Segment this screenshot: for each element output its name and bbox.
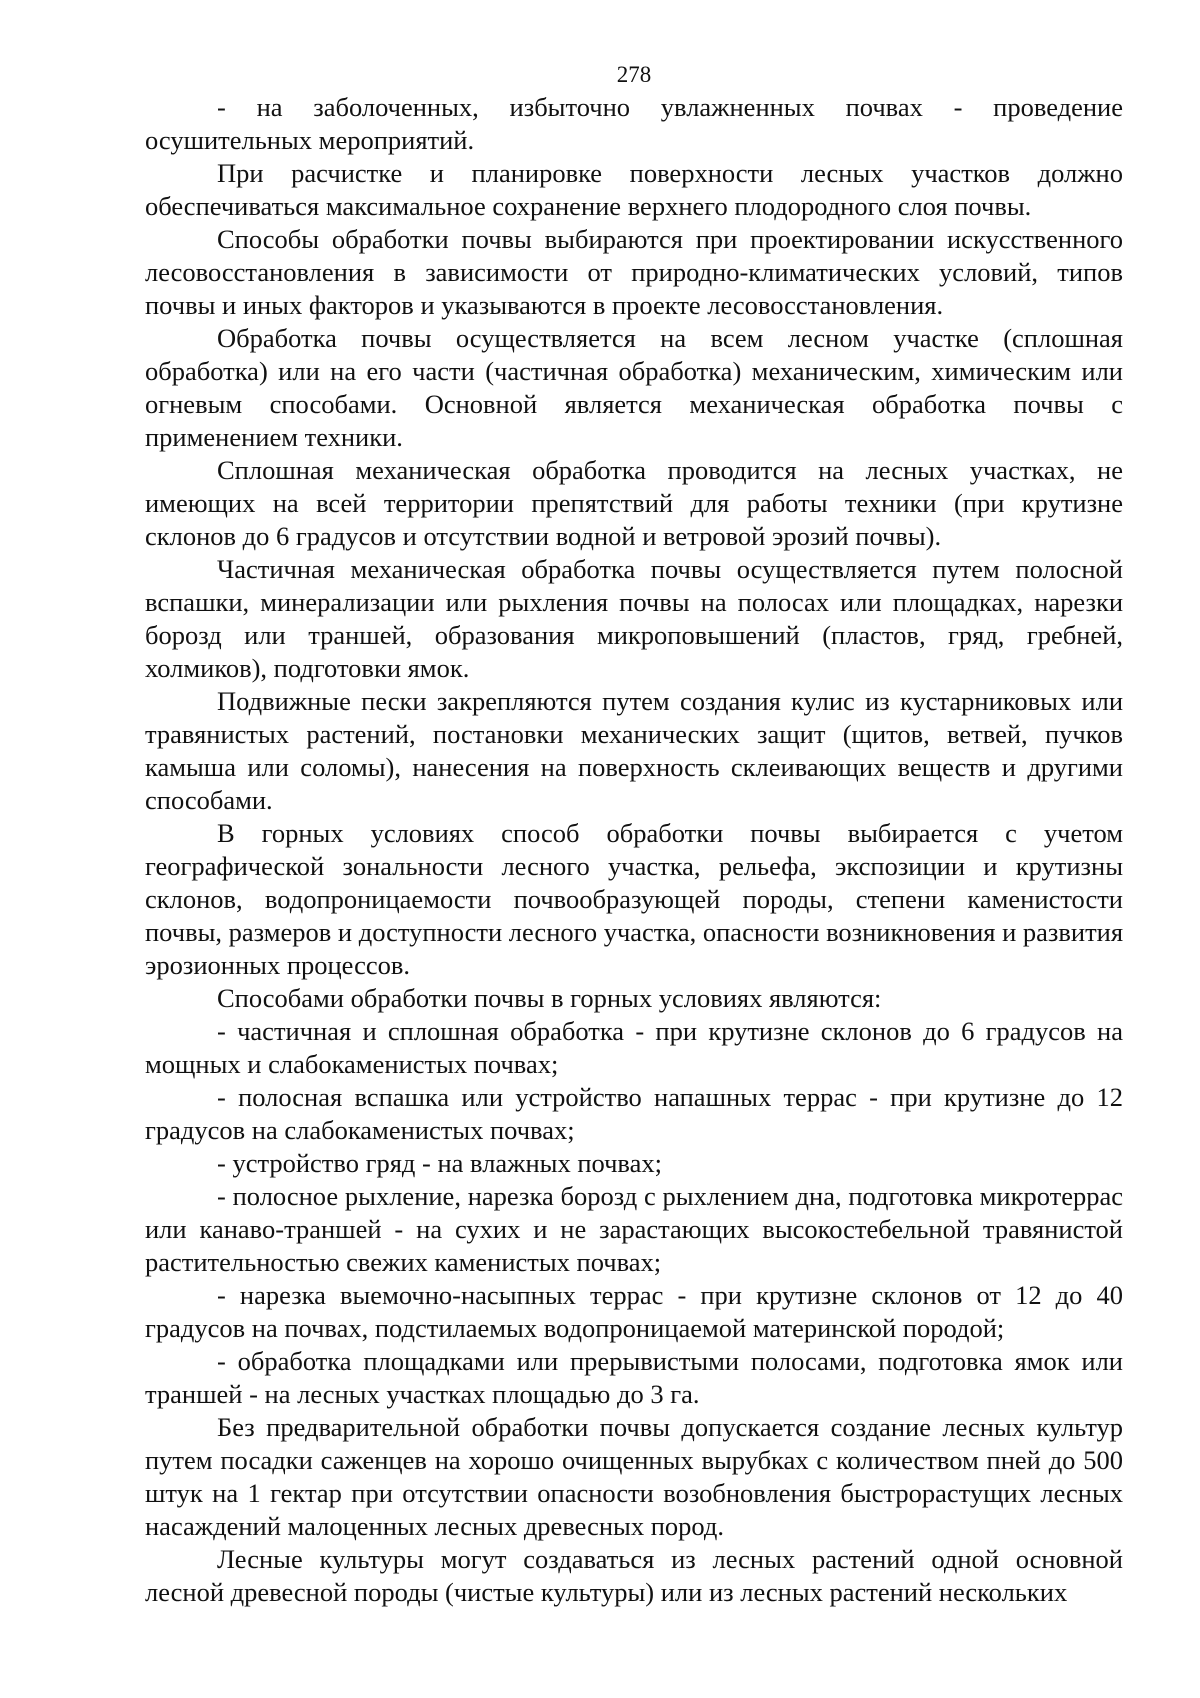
paragraph-clearing: При расчистке и планировке поверхности лесных участков должно обеспечиваться максимальное сохранение верхнего плодородного слоя почвы. bbox=[145, 158, 1123, 221]
list-item-strip-loosening: - полосное рыхление, нарезка борозд с рыхлением дна, подготовка микротеррас или канаво-траншей - на сухих и не зарастающих высокостебельной травянистой растительностью свежих каменистых почвах; bbox=[145, 1181, 1123, 1277]
page-number: 278 bbox=[616, 62, 652, 87]
list-item-partial-continuous: - частичная и сплошная обработка - при крутизне склонов до 6 градусов на мощных и слабокаменистых почвах; bbox=[145, 1016, 1123, 1079]
paragraph-no-preprocessing: Без предварительной обработки почвы допускается создание лесных культур путем посадки саженцев на хорошо очищенных вырубках с количеством пней до 500 штук на 1 гектар при отсутствии опасности возобновления быстрорастущих лесных насаждений малоценных лесных древесных пород. bbox=[145, 1412, 1123, 1541]
paragraph-mountain-conditions: В горных условиях способ обработки почвы выбирается с учетом географической зональности лесного участка, рельефа, экспозиции и крутизны склонов, водопроницаемости почвообразующей породы, степени каменистости почвы, размеров и доступности лесного участка, опасности возникновения и развития эрозионных процессов. bbox=[145, 818, 1124, 980]
paragraph-drainage: - на заболоченных, избыточно увлажненных почвах - проведение осушительных мероприятий. bbox=[145, 92, 1123, 155]
document-page bbox=[145, 62, 1123, 1609]
paragraph-partial-processing: Частичная механическая обработка почвы осуществляется путем полосной вспашки, минерализации или рыхления почвы на полосах или площадках, нарезки борозд или траншей, образования микроповышений (пластов, гряд, гребней, холмиков), подготовки ямок. bbox=[145, 554, 1123, 683]
paragraph-forest-cultures: Лесные культуры могут создаваться из лесных растений одной основной лесной древесной породы (чистые культуры) или из лесных растений нескольких bbox=[145, 1544, 1123, 1607]
paragraph-continuous-processing: Сплошная механическая обработка проводится на лесных участках, не имеющих на всей территории препятствий для работы техники (при крутизне склонов до 6 градусов и отсутствии водной и ветровой эрозий почвы). bbox=[145, 455, 1123, 551]
paragraph-methods-selection: Способы обработки почвы выбираются при проектировании искусственного лесовосстановления в зависимости от природно-климатических условий, типов почвы и иных факторов и указываются в проекте лесовосстановления. bbox=[145, 224, 1123, 320]
paragraph-mountain-methods-intro: Способами обработки почвы в горных условиях являются: bbox=[217, 983, 882, 1013]
list-item-terraces: - нарезка выемочно-насыпных террас - при крутизне склонов от 12 до 40 градусов на почвах, подстилаемых водопроницаемой материнской породой; bbox=[145, 1280, 1123, 1343]
list-item-plots: - обработка площадками или прерывистыми полосами, подготовка ямок или траншей - на лесных участках площадью до 3 га. bbox=[145, 1346, 1123, 1409]
list-item-strip-plowing: - полосная вспашка или устройство напашных террас - при крутизне до 12 градусов на слабокаменистых почвах; bbox=[145, 1082, 1123, 1145]
paragraph-processing-types: Обработка почвы осуществляется на всем лесном участке (сплошная обработка) или на его части (частичная обработка) механическим, химическим или огневым способами. Основной является механическая обработка почвы с применением техники. bbox=[145, 323, 1123, 452]
list-item-ridges: - устройство гряд - на влажных почвах; bbox=[217, 1148, 662, 1178]
paragraph-moving-sands: Подвижные пески закрепляются путем создания кулис из кустарниковых или травянистых растений, постановки механических защит (щитов, ветвей, пучков камыша или соломы), нанесения на поверхность склеивающих веществ и другими способами. bbox=[145, 686, 1123, 815]
